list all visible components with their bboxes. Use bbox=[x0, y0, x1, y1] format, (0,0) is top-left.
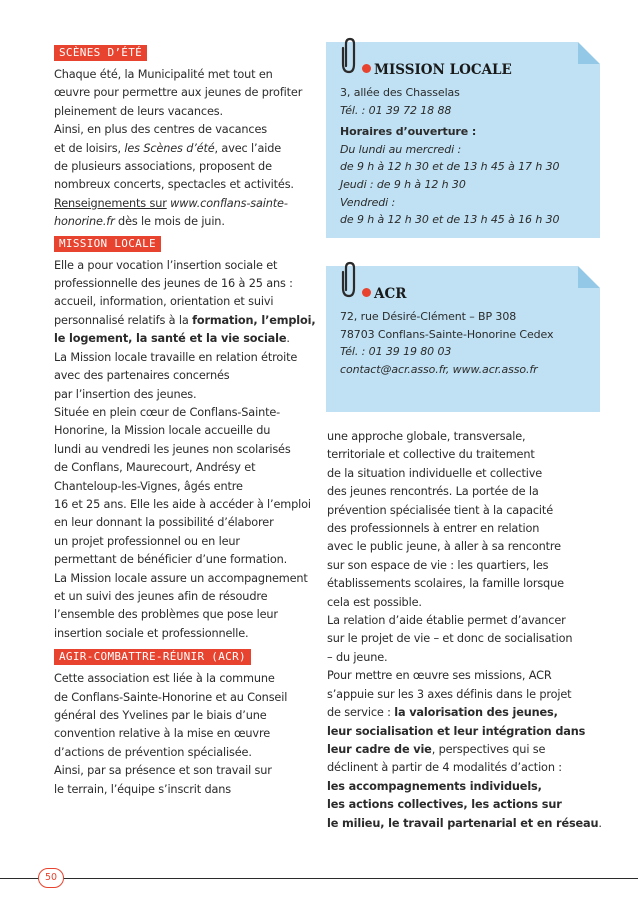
paragraph-line: Ainsi, en plus des centres de vacances bbox=[54, 123, 268, 137]
paragraph-line: de Conflans-Sainte-Honorine et au Conseil bbox=[54, 690, 288, 704]
text-fragment: , avec l’aide bbox=[214, 141, 282, 155]
paragraph-line: en leur donnant la possibilité d’élaborer bbox=[54, 516, 274, 530]
paragraph-line: de plusieurs associations, proposent de bbox=[54, 160, 272, 174]
paragraph-line bbox=[54, 330, 316, 348]
emphasis-text: le logement, la santé et la vie sociale bbox=[54, 332, 287, 346]
contact-email-web: contact@acr.asso.fr, www.acr.asso.fr bbox=[340, 362, 538, 376]
paragraph-line: 16 et 25 ans. Elle les aide à accéder à l’emploi bbox=[54, 497, 311, 511]
address: 3, allée des Chasselas bbox=[340, 86, 460, 99]
paragraph-line: – du jeune. bbox=[327, 650, 388, 664]
paragraph-line: avec le public jeune, à aller à sa rencontre bbox=[327, 540, 561, 554]
paragraph-line: sur son espace de vie : les quartiers, les bbox=[327, 558, 549, 572]
paragraph-line: lundi au vendredi les jeunes non scolarisés bbox=[54, 442, 291, 456]
renseignements-label: Renseignements sur bbox=[54, 196, 167, 210]
emphasis-text: les actions collectives, les actions sur bbox=[327, 798, 562, 812]
paragraph-line: Honorine, la Mission locale accueille du bbox=[54, 424, 271, 438]
paragraph-line: déclinent à partir de 4 modalités d’action : bbox=[327, 761, 562, 775]
paragraph-line bbox=[327, 741, 599, 759]
emphasis-text: le milieu, le travail partenarial et en réseau bbox=[327, 816, 599, 830]
paragraph-line: établissements scolaires, la famille lorsque bbox=[327, 577, 564, 591]
hours-line: Du lundi au mercredi : bbox=[340, 142, 462, 156]
section-heading-acr: AGIR-COMBATTRE-RÉUNIR (ACR) bbox=[54, 649, 251, 665]
paragraph-line: des professionnels à entrer en relation bbox=[327, 522, 540, 536]
paragraph-line: œuvre pour permettre aux jeunes de profiter bbox=[54, 86, 303, 100]
box-content bbox=[340, 308, 594, 378]
paragraph-line: territoriale et collective du traitement bbox=[327, 448, 535, 462]
emphasis-text: la valorisation des jeunes, bbox=[394, 706, 558, 720]
footer-rule bbox=[0, 878, 638, 879]
box-content bbox=[340, 84, 594, 229]
paragraph-line: un projet professionnel ou en leur bbox=[54, 534, 240, 548]
paragraph-line: cela est possible. bbox=[327, 595, 422, 609]
right-column bbox=[327, 428, 602, 833]
paragraph-line: de Conflans, Maurecourt, Andrésy et bbox=[54, 461, 256, 475]
paragraph-line: Située en plein cœur de Conflans-Sainte- bbox=[54, 405, 281, 419]
emphasis-text: leur cadre de vie bbox=[327, 742, 432, 756]
paragraph-line: des jeunes rencontrés. La portée de la bbox=[327, 485, 539, 499]
paragraph-line: Ainsi, par sa présence et son travail sur bbox=[54, 764, 272, 778]
section-heading-mission-locale: MISSION LOCALE bbox=[54, 236, 161, 252]
emphasis-text: leur socialisation et leur intégration dans bbox=[327, 724, 586, 738]
box-title bbox=[362, 62, 512, 78]
paperclip-icon bbox=[338, 36, 362, 76]
paragraph-line: sur le projet de vie – et donc de socialisation bbox=[327, 632, 573, 646]
paragraph-line bbox=[327, 815, 602, 833]
red-dot-icon bbox=[362, 64, 371, 73]
address: 78703 Conflans-Sainte-Honorine Cedex bbox=[340, 327, 554, 341]
paragraph-line: l’ensemble des problèmes que pose leur bbox=[54, 608, 278, 622]
text-fragment: . bbox=[598, 816, 602, 830]
paragraph-line: et un suivi des jeunes afin de résoudre bbox=[54, 589, 268, 603]
paperclip-icon bbox=[338, 260, 362, 300]
text-fragment: , perspectives qui se bbox=[431, 742, 546, 756]
text-fragment: et de loisirs, bbox=[54, 141, 125, 155]
page-fold-corner bbox=[578, 42, 600, 64]
paragraph-line: par l’insertion des jeunes. bbox=[54, 387, 197, 401]
website-text: www.conflans-sainte- bbox=[166, 196, 288, 210]
mission-locale-info-box bbox=[326, 42, 600, 238]
paragraph-line: Pour mettre en œuvre ses missions, ACR bbox=[327, 669, 552, 683]
paragraph-line: accueil, information, orientation et suivi bbox=[54, 295, 274, 309]
red-dot-icon bbox=[362, 288, 371, 297]
paragraph-line bbox=[327, 704, 599, 722]
address: 72, rue Désiré-Clément – BP 308 bbox=[340, 310, 517, 323]
emphasis-text: formation, l’emploi, bbox=[192, 313, 316, 327]
paragraph-line: le terrain, l’équipe s’inscrit dans bbox=[54, 782, 231, 796]
paragraph-line bbox=[54, 140, 316, 158]
hours-line: Vendredi : bbox=[340, 195, 396, 209]
text-fragment: . bbox=[286, 332, 290, 346]
box-title-text: ACR bbox=[374, 286, 407, 302]
box-title bbox=[362, 286, 406, 302]
paragraph-line: avec des partenaires concernés bbox=[54, 369, 230, 383]
paragraph-line: général des Yvelines par le biais d’une bbox=[54, 709, 267, 722]
scenes-ete-italic: les Scènes d’été bbox=[124, 141, 215, 155]
text-fragment: dès le mois de juin. bbox=[114, 215, 225, 229]
paragraph-line: permettant de bénéficier d’une formation. bbox=[54, 553, 288, 567]
paragraph-line: La Mission locale assure un accompagnement bbox=[54, 571, 308, 585]
hours-line: Jeudi : de 9 h à 12 h 30 bbox=[340, 177, 466, 191]
hours-label: Horaires d’ouverture : bbox=[340, 125, 477, 139]
paragraph-line: La relation d’aide établie permet d’avancer bbox=[327, 614, 566, 628]
paragraph-line: Cette association est liée à la commune bbox=[54, 672, 275, 686]
text-fragment: de service : bbox=[327, 706, 395, 720]
page-fold-corner bbox=[578, 266, 600, 288]
paragraph-line bbox=[54, 312, 316, 330]
paragraph-line: nombreux concerts, spectacles et activités. bbox=[54, 178, 294, 192]
paragraph-line: Chaque été, la Municipalité met tout en bbox=[54, 68, 273, 81]
emphasis-text: les accompagnements individuels, bbox=[327, 779, 542, 793]
paragraph-line: d’actions de prévention spécialisée. bbox=[54, 745, 252, 759]
hours-line: de 9 h à 12 h 30 et de 13 h 45 à 16 h 30 bbox=[340, 213, 560, 227]
website-text: honorine.fr bbox=[54, 215, 115, 229]
paragraph-line: pleinement de leurs vacances. bbox=[54, 104, 223, 118]
left-column bbox=[54, 44, 316, 799]
box-title-text: MISSION LOCALE bbox=[374, 62, 512, 78]
paragraph-line: La Mission locale travaille en relation étroite bbox=[54, 350, 298, 364]
section-heading-scenes-ete: SCÈNES D’ÉTÉ bbox=[54, 45, 147, 61]
paragraph-line: prévention spécialisée tient à la capacité bbox=[327, 503, 553, 517]
acr-info-box bbox=[326, 266, 600, 412]
paragraph-line bbox=[54, 195, 316, 213]
page-number: 50 bbox=[38, 868, 64, 888]
paragraph-line: s’appuie sur les 3 axes définis dans le projet bbox=[327, 687, 572, 701]
phone: Tél. : 01 39 72 18 88 bbox=[340, 103, 452, 117]
paragraph-line: insertion sociale et professionnelle. bbox=[54, 626, 249, 640]
paragraph-line: de la situation individuelle et collective bbox=[327, 466, 543, 480]
paragraph-line: Elle a pour vocation l’insertion sociale et bbox=[54, 258, 278, 272]
paragraph-line: Chanteloup-les-Vignes, âgés entre bbox=[54, 479, 243, 493]
paragraph-line: convention relative à la mise en œuvre bbox=[54, 727, 270, 741]
paragraph-line: une approche globale, transversale, bbox=[327, 430, 526, 443]
paragraph-line bbox=[54, 213, 316, 231]
phone: Tél. : 01 39 19 80 03 bbox=[340, 345, 452, 359]
hours-line: de 9 h à 12 h 30 et de 13 h 45 à 17 h 30 bbox=[340, 160, 560, 174]
text-fragment: personnalisé relatifs à la bbox=[54, 313, 193, 327]
paragraph-line: professionnelle des jeunes de 16 à 25 ans : bbox=[54, 277, 293, 291]
